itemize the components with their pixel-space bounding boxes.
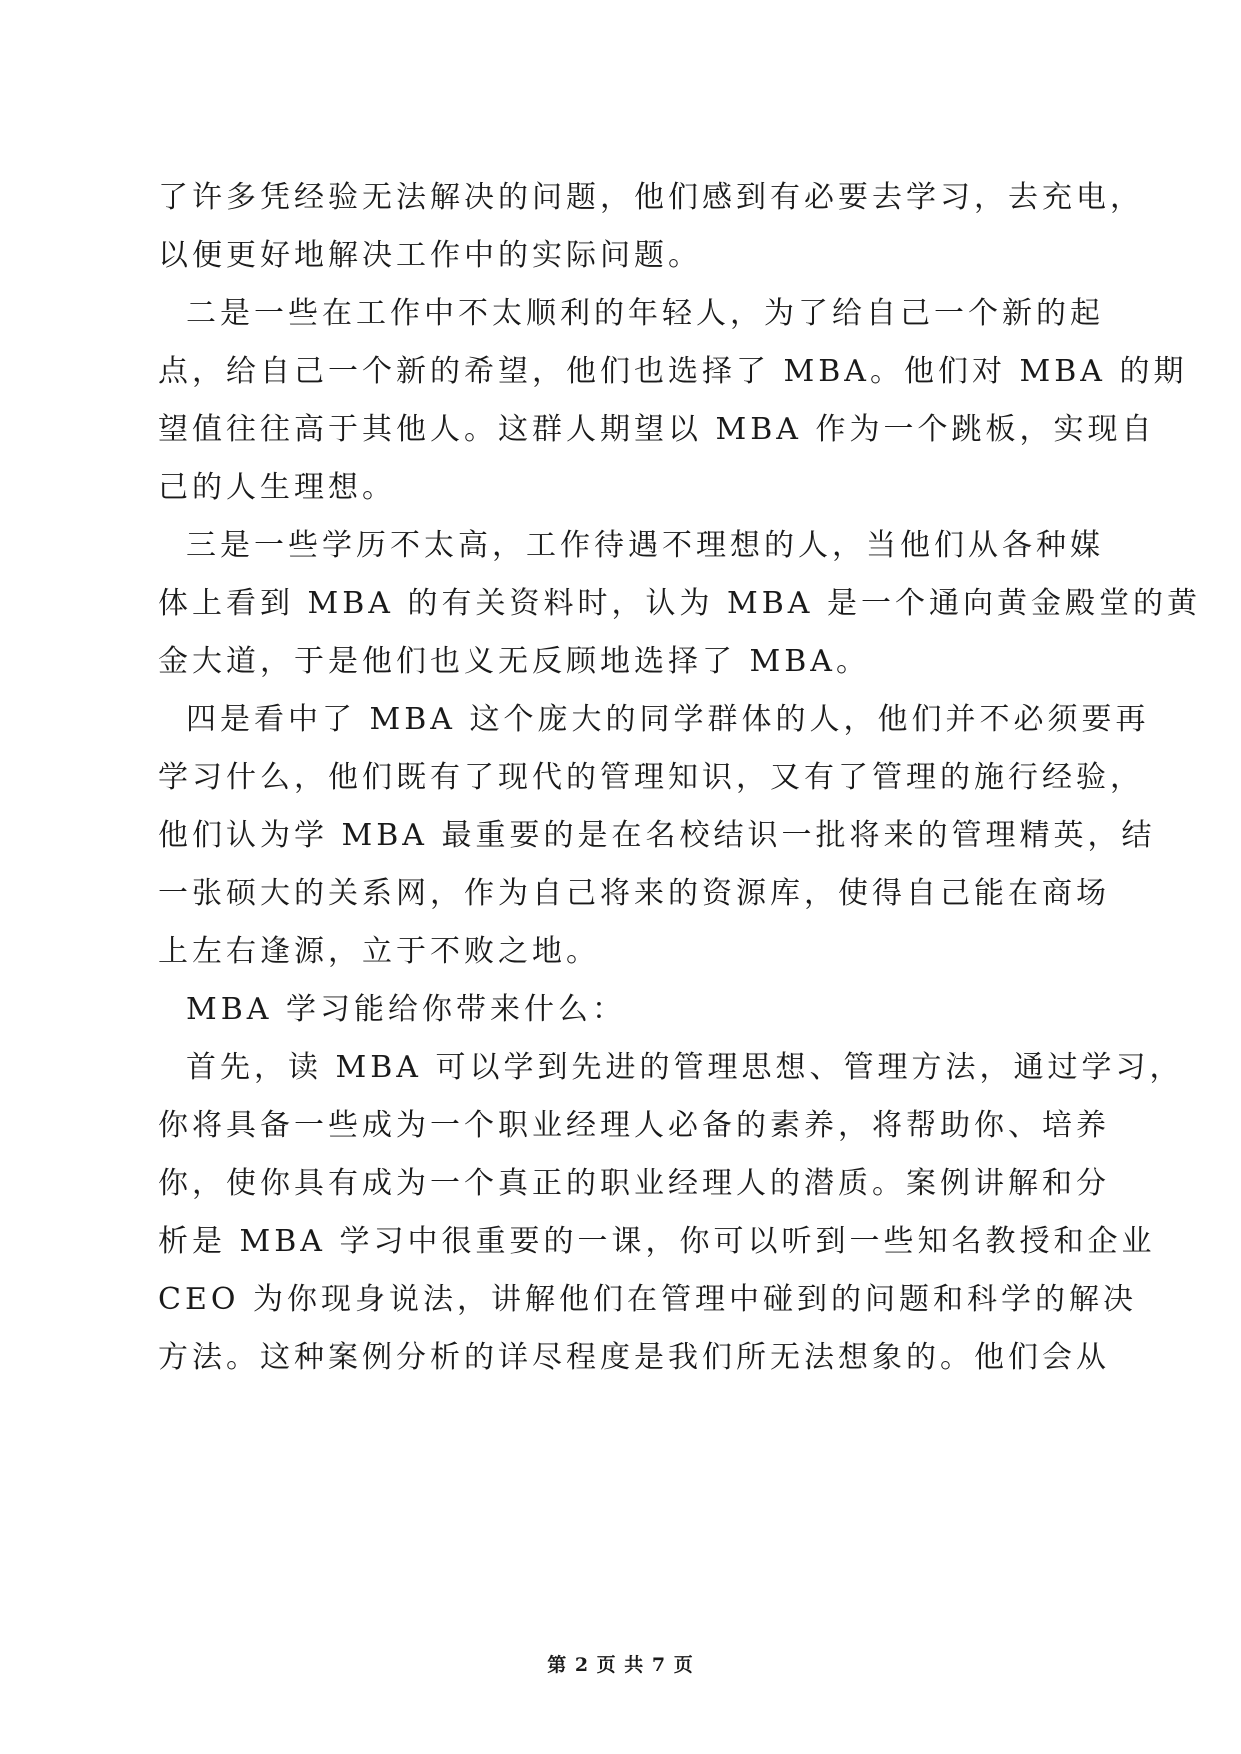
text-line: 以便更好地解决工作中的实际问题。 bbox=[158, 238, 702, 273]
paragraph-start-line: 首先，读 MBA 可以学到先进的管理思想、管理方法，通过学习， bbox=[186, 1050, 1184, 1085]
text-line: 你，使你具有成为一个真正的职业经理人的潜质。案例讲解和分 bbox=[158, 1166, 1110, 1201]
text-line: CEO 为你现身说法，讲解他们在管理中碰到的问题和科学的解决 bbox=[158, 1282, 1137, 1317]
text-line: 点，给自己一个新的希望，他们也选择了 MBA。他们对 MBA 的期 bbox=[158, 354, 1188, 389]
text-line: 体上看到 MBA 的有关资料时，认为 MBA 是一个通向黄金殿堂的黄 bbox=[158, 586, 1202, 621]
text-line: 上左右逢源，立于不败之地。 bbox=[158, 934, 600, 969]
text-line: 他们认为学 MBA 最重要的是在名校结识一批将来的管理精英，结 bbox=[158, 818, 1156, 853]
text-line: 析是 MBA 学习中很重要的一课，你可以听到一些知名教授和企业 bbox=[158, 1224, 1156, 1259]
paragraph-start-line: 二是一些在工作中不太顺利的年轻人，为了给自己一个新的起 bbox=[186, 296, 1104, 331]
text-line: 望值往往高于其他人。这群人期望以 MBA 作为一个跳板，实现自 bbox=[158, 412, 1156, 447]
text-line: 己的人生理想。 bbox=[158, 470, 396, 505]
section-heading: MBA 学习能给你带来什么： bbox=[186, 992, 626, 1027]
text-line: 学习什么，他们既有了现代的管理知识，又有了管理的施行经验， bbox=[158, 760, 1144, 795]
text-line: 了许多凭经验无法解决的问题，他们感到有必要去学习，去充电， bbox=[158, 180, 1144, 215]
text-line: 你将具备一些成为一个职业经理人必备的素养，将帮助你、培养 bbox=[158, 1108, 1110, 1143]
text-line: 金大道，于是他们也义无反顾地选择了 MBA。 bbox=[158, 644, 870, 679]
text-line: 一张硕大的关系网，作为自己将来的资源库，使得自己能在商场 bbox=[158, 876, 1110, 911]
page-number-footer: 第 2 页 共 7 页 bbox=[547, 1654, 694, 1676]
text-line: 方法。这种案例分析的详尽程度是我们所无法想象的。他们会从 bbox=[158, 1340, 1110, 1375]
paragraph-start-line: 三是一些学历不太高，工作待遇不理想的人，当他们从各种媒 bbox=[186, 528, 1104, 563]
paragraph-start-line: 四是看中了 MBA 这个庞大的同学群体的人，他们并不必须要再 bbox=[186, 702, 1150, 737]
